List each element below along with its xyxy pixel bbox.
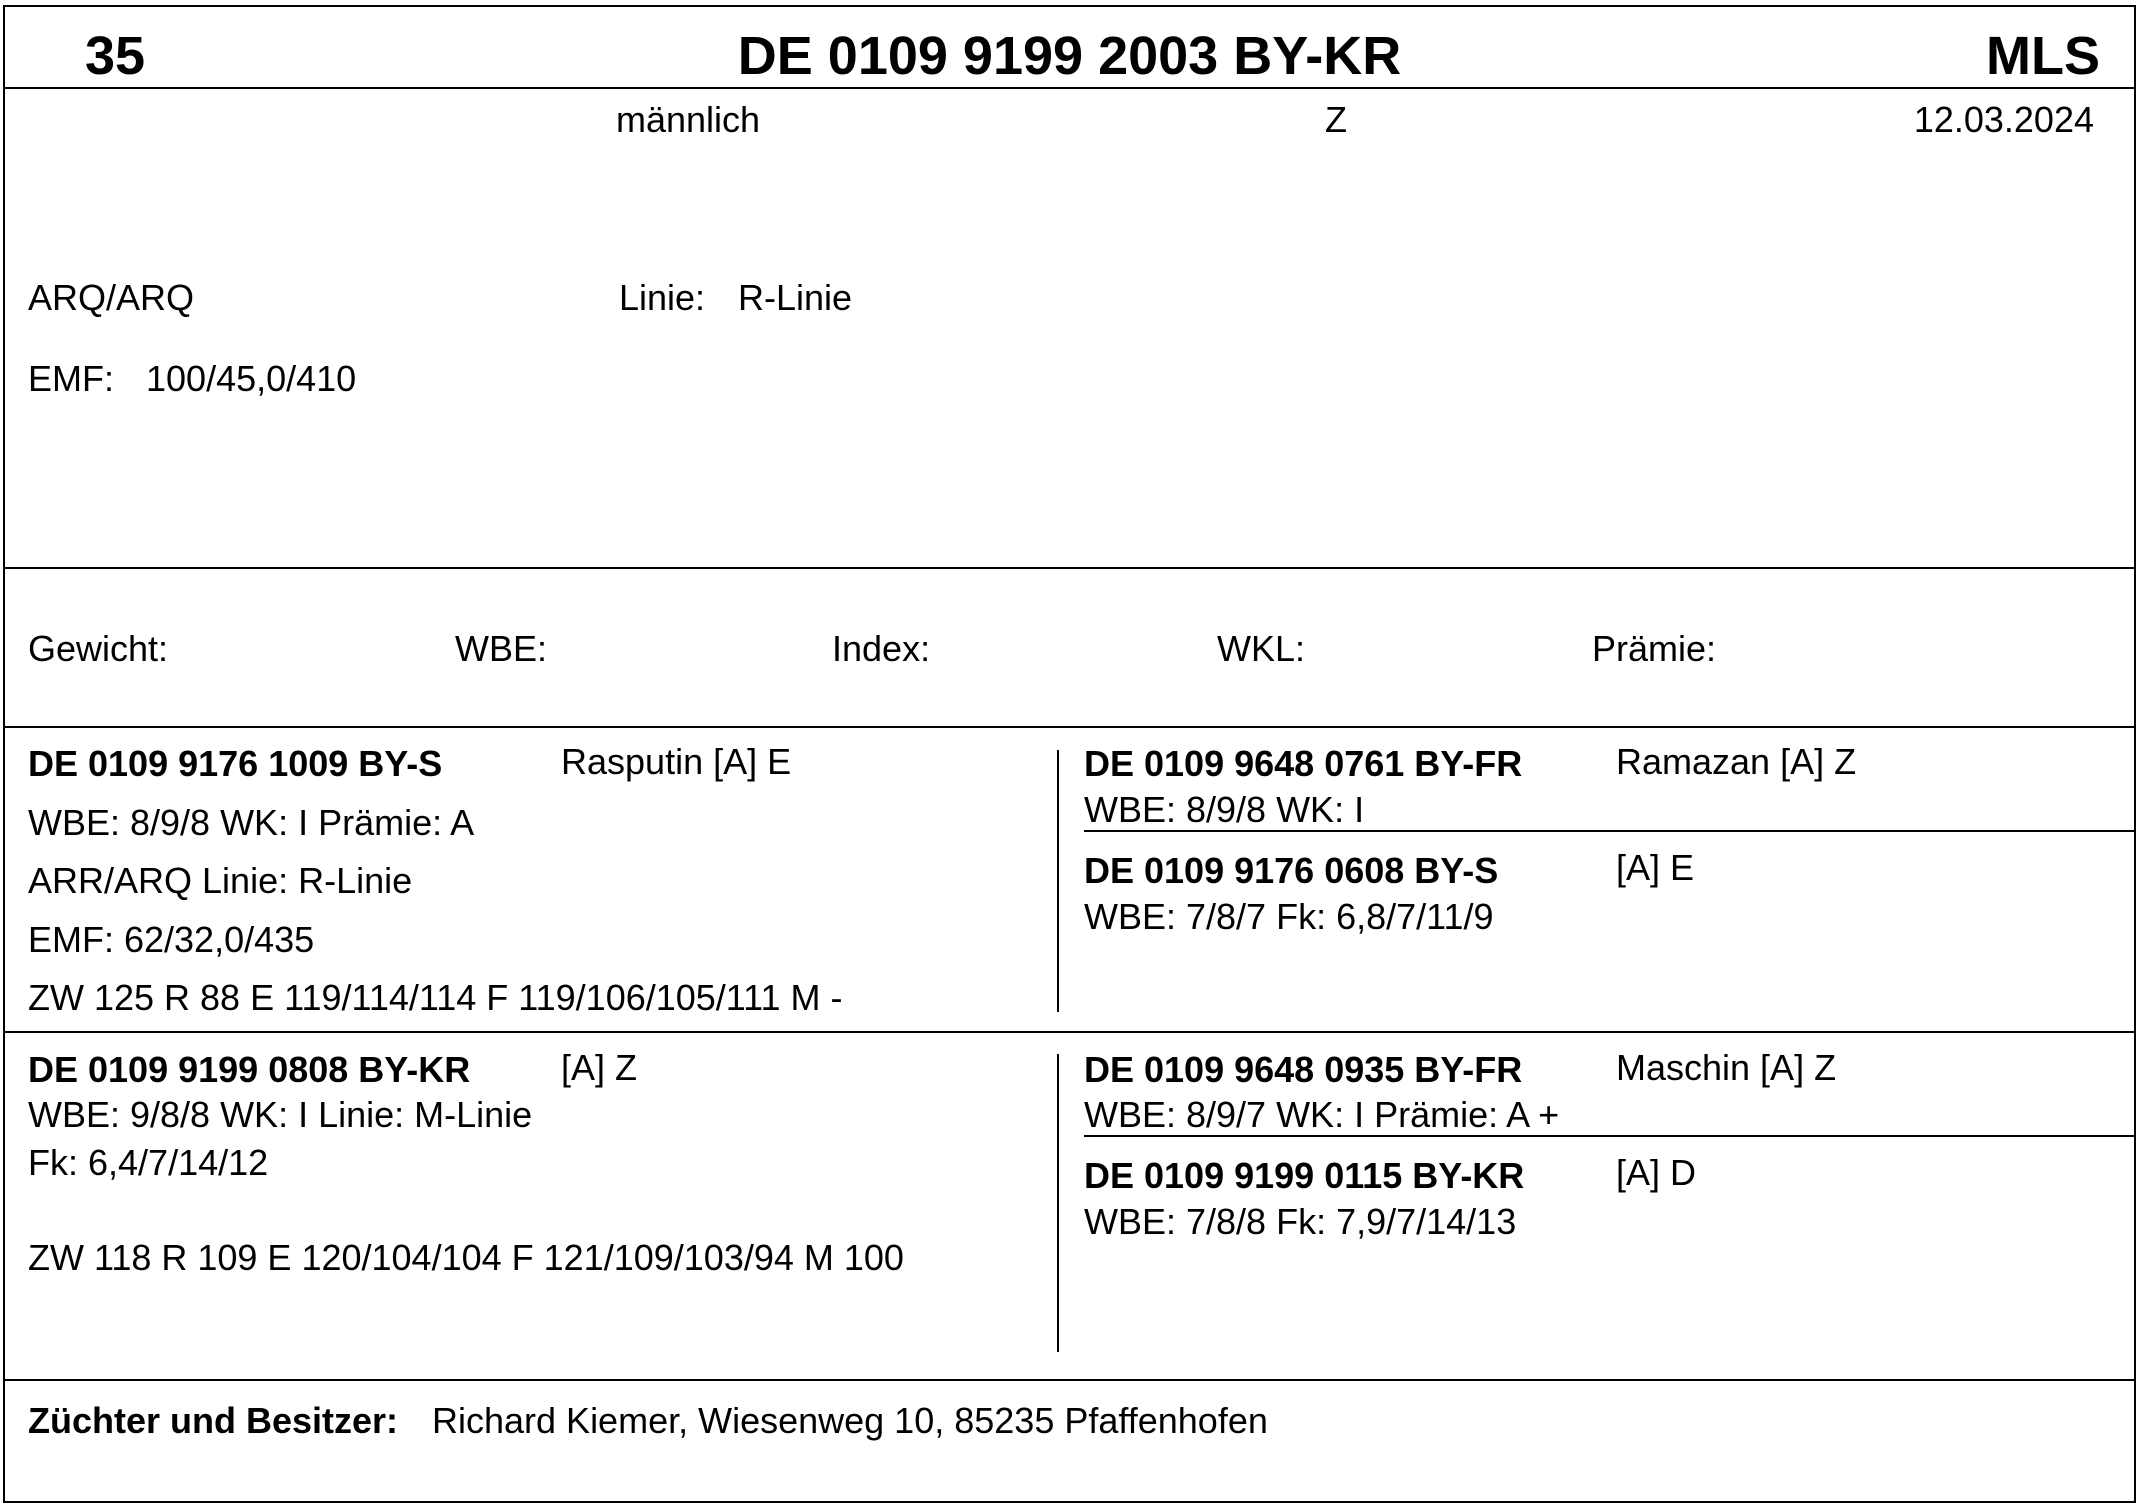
dam-dam-name: [A] D: [1616, 1152, 1697, 1193]
lot-number: 35: [85, 26, 146, 86]
catalog-card: [3, 5, 2136, 1503]
date: 12.03.2024: [1913, 99, 2094, 140]
sire-wbe: WBE: 8/9/8 WK: I Prämie: A: [28, 802, 475, 843]
sire-dam-name: [A] E: [1616, 847, 1695, 888]
dam-dam-wbe: WBE: 7/8/8 Fk: 7,9/7/14/13: [1084, 1201, 1517, 1242]
gewicht-label: Gewicht:: [28, 628, 169, 669]
sire-emf: EMF: 62/32,0/435: [28, 919, 315, 960]
sire-sire-id: DE 0109 9648 0761 BY-FR: [1084, 743, 1523, 784]
sire-id: DE 0109 9176 1009 BY-S: [28, 743, 443, 784]
breeder-label: Züchter und Besitzer:: [28, 1400, 399, 1441]
linie-label: Linie:: [619, 277, 706, 318]
type-code: Z: [1325, 99, 1347, 140]
sex: männlich: [616, 99, 761, 140]
sire-breeding-values: ZW 125 R 88 E 119/114/114 F 119/106/105/111 M -: [28, 977, 843, 1018]
column-divider: [1057, 1054, 1059, 1352]
dam-name: [A] Z: [561, 1047, 638, 1088]
emf-value: 100/45,0/410: [146, 358, 357, 399]
divider: [5, 87, 2134, 89]
dam-breeding-values: ZW 118 R 109 E 120/104/104 F 121/109/103/94 M 100: [28, 1237, 904, 1278]
dam-sire-wbe: WBE: 8/9/7 WK: I Prämie: A +: [1084, 1094, 1560, 1135]
sire-dam-wbe: WBE: 7/8/7 Fk: 6,8/7/11/9: [1084, 896, 1494, 937]
dam-sire-id: DE 0109 9648 0935 BY-FR: [1084, 1049, 1523, 1090]
wkl-label: WKL:: [1217, 628, 1306, 669]
sire-name: Rasputin [A] E: [561, 741, 792, 782]
column-divider: [1057, 750, 1059, 1012]
divider: [5, 1379, 2134, 1381]
animal-id: DE 0109 9199 2003 BY-KR: [737, 26, 1402, 86]
divider: [5, 726, 2134, 728]
breeder-value: Richard Kiemer, Wiesenweg 10, 85235 Pfaffenhofen: [432, 1400, 1268, 1441]
divider: [5, 567, 2134, 569]
linie-value: R-Linie: [738, 277, 853, 318]
breed-code: MLS: [1986, 26, 2100, 86]
dam-dam-id: DE 0109 9199 0115 BY-KR: [1084, 1155, 1525, 1196]
dam-sire-name: Maschin [A] Z: [1616, 1047, 1837, 1088]
divider: [5, 1031, 2134, 1033]
sire-dam-id: DE 0109 9176 0608 BY-S: [1084, 850, 1499, 891]
wbe-label: WBE:: [455, 628, 548, 669]
sire-sire-wbe: WBE: 8/9/8 WK: I: [1084, 789, 1365, 830]
praemie-label: Prämie:: [1592, 628, 1717, 669]
genotype: ARQ/ARQ: [28, 277, 195, 318]
sub-divider: [1084, 830, 2134, 832]
dam-fk: Fk: 6,4/7/14/12: [28, 1142, 269, 1183]
sire-sire-name: Ramazan [A] Z: [1616, 741, 1857, 782]
sub-divider: [1084, 1135, 2134, 1137]
dam-wbe: WBE: 9/8/8 WK: I Linie: M-Linie: [28, 1094, 533, 1135]
dam-id: DE 0109 9199 0808 BY-KR: [28, 1049, 471, 1090]
sire-genotype: ARR/ARQ Linie: R-Linie: [28, 860, 413, 901]
emf-label: EMF:: [28, 358, 114, 399]
index-label: Index:: [832, 628, 931, 669]
